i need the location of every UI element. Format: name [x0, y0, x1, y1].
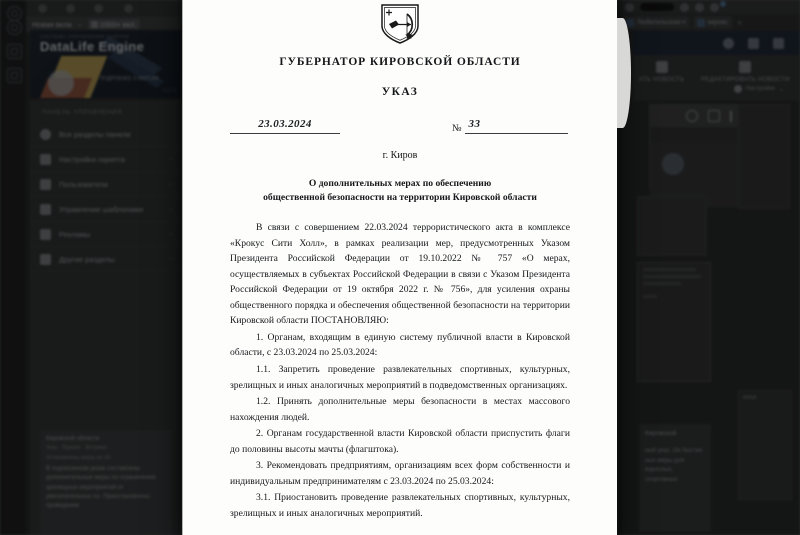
banner-cta[interactable]: ПОДРОБНЕЕ О ВЕРСИИ [100, 76, 159, 82]
document-number: 33 [468, 118, 481, 130]
sidebar-item-label: Настройка скрипта [59, 154, 125, 164]
left-article-lead: Установлены меры по об [46, 455, 111, 461]
tab-count-chip[interactable] [88, 19, 140, 29]
sidebar-item-users[interactable] [30, 172, 182, 197]
browser-sidebar-rail[interactable] [0, 0, 26, 535]
right-article-paragraph: ный указ. Он быстее ных меры для взрослых, спортивных [645, 448, 703, 483]
left-article-paragraph: В подписанном указе составлены дополнительные меры по ограничению зрелищных мероприятий от увеселительных по. Приостановлено проведение [46, 466, 157, 510]
add-news-label: АТЬ НОВОСТЬ [639, 77, 685, 83]
tabs-icon [91, 21, 98, 28]
sidebar-item-script-settings[interactable] [30, 147, 182, 172]
left-article-meta: Указ · Принят · Вступил [46, 445, 107, 451]
admin-quick-actions [633, 55, 800, 101]
edit-news-icon [739, 61, 751, 73]
sidebar-item-ads[interactable] [30, 222, 182, 247]
content-card [637, 196, 707, 256]
layout-icon [40, 204, 51, 215]
chevron-right-icon: › [169, 155, 172, 163]
skeleton-line [643, 282, 681, 285]
document-paragraph: 1. Органам, входящим в единую систему публичной власти в Кировской области, с 23.03.2024 по 25.03.2024: [230, 331, 570, 359]
banner-title: DataLife Engine [40, 39, 145, 54]
chevron-right-icon: › [169, 205, 172, 213]
account-icon[interactable] [710, 3, 719, 12]
right-side-note: ился [743, 395, 757, 401]
document-date-field [230, 114, 340, 134]
downloads-icon[interactable] [695, 3, 704, 12]
wrench-icon [40, 154, 51, 165]
site-favicon [626, 19, 634, 27]
reload-icon[interactable] [680, 3, 689, 12]
banner-version: v.17.2 [162, 88, 176, 94]
left-article-heading: Кировской области [46, 436, 100, 442]
banner-eyebrow: СИСТЕМА УПРАВЛЕНИЯ САЙТОМ [40, 34, 130, 39]
document-paragraph: 1.1. Запретить проведение развлекательных спортивных, культурных, зрелищных и иных аналогичных мероприятий в подведомственных организациях. [230, 364, 570, 391]
document-paragraph: В связи с совершением 22.03.2024 террористического акта в комплексе «Крокус Сити Холл», в рамках реализации мер, предусмотренных Указом Президента Российской Федерации от 19.10.2022 № 757 «О мерах, осуществляемых в субъектах Российской Федерации в связи с Указом Президента Российской Федерации от 19 октября 2022 г. № 756», для усиления охраны общественного порядка и обеспечения общественной безопасности на территории Кировской области ПОСТАНОВЛЯЮ: [230, 222, 570, 327]
sidebar-item-templates[interactable] [30, 197, 182, 222]
right-tab-strip[interactable] [617, 14, 800, 31]
gear-icon [734, 85, 742, 93]
browser-tab[interactable] [622, 16, 690, 29]
sidebar-item-other-sections[interactable] [30, 247, 182, 272]
tab-count-label: 1000+ вкл. [99, 19, 137, 29]
sidebar-item-label: Рекламы [59, 229, 91, 239]
new-tab-label[interactable]: Новая вкла [32, 19, 72, 29]
add-news-button[interactable] [639, 61, 684, 83]
edit-icon[interactable] [748, 38, 759, 49]
document-paragraph: 3.1. Приостановить проведение развлекательных спортивных, культурных, зрелищных и иных аналогичных мероприятий. [230, 492, 570, 519]
document-type: УКАЗ [381, 86, 419, 98]
grid-icon [40, 129, 51, 140]
edit-news-label: РЕДАКТИРОВАТЬ НОВОСТИ [701, 77, 790, 83]
omnibox-pill[interactable] [640, 3, 674, 11]
sidebar-item-label: Все разделы панели [59, 129, 131, 139]
document-city: г. Киров [382, 150, 418, 161]
document-paragraph: 3. Рекомендовать предприятиям, организациям всех форм собственности и индивидуальным предпринимателям с 23.03.2024 по 25.03.2024: [230, 460, 570, 487]
reload-icon[interactable] [94, 4, 103, 13]
browser-tab[interactable] [693, 16, 732, 29]
document-date: 23.03.2024 [258, 118, 312, 130]
chevron-right-icon: › [169, 255, 172, 263]
site-favicon [697, 19, 705, 27]
search-icon[interactable] [686, 110, 698, 122]
right-article-heading: Кировской [645, 430, 677, 437]
tab-title: кировс [707, 19, 729, 26]
issuing-authority: ГУБЕРНАТОР КИРОВСКОЙ ОБЛАСТИ [279, 56, 521, 68]
number-label: № [452, 123, 462, 134]
bookmarks-icon[interactable] [7, 44, 22, 59]
user-icon [40, 179, 51, 190]
new-tab-button[interactable]: + [737, 17, 743, 28]
sidebar-item-label: Управление шаблонами [59, 204, 144, 214]
admin-top-bar[interactable] [633, 31, 800, 55]
skeleton-line [643, 275, 701, 278]
document-number-field [452, 114, 568, 134]
settings-link[interactable] [734, 85, 784, 93]
document-subject [230, 177, 570, 204]
sidebar-item-all-sections[interactable] [30, 122, 182, 147]
chevron-down-icon[interactable]: ⌄ [76, 21, 83, 28]
left-browser-panel [0, 0, 182, 535]
news-draft-card [637, 262, 711, 382]
skeleton-line [643, 295, 657, 298]
editor-side-column [738, 104, 790, 209]
sidebar-item-label: Пользователи [59, 179, 108, 189]
mail-icon[interactable] [773, 38, 784, 49]
datalife-engine-banner [30, 30, 182, 98]
left-tab-strip[interactable] [26, 0, 182, 16]
megaphone-icon [40, 229, 51, 240]
compass-icon[interactable] [7, 20, 22, 35]
kirov-coat-of-arms-icon [378, 4, 422, 44]
sidebar-item-label: Другие разделы [59, 254, 115, 264]
settings-label: Настройки [745, 86, 775, 92]
menu-section-header: ПАНЕЛЬ УПРАВЛЕНИЯ [42, 110, 123, 116]
decree-document-image[interactable] [182, 0, 617, 535]
image-icon[interactable] [708, 110, 720, 122]
right-side-widget [738, 390, 792, 500]
document-paragraph: 2. Органам государственной власти Кировской области приспустить флаги до половины высоты мачты (флагштока). [230, 428, 570, 455]
notification-badge [720, 1, 726, 7]
telegram-icon [662, 153, 684, 175]
document-paragraph: 1.2. Принять дополнительные меры безопасности в местах массового нахождения людей. [230, 396, 570, 423]
link-icon [40, 254, 51, 265]
document-body [230, 220, 570, 521]
subject-line-1: О дополнительных мерах по обеспечению [308, 178, 492, 189]
right-browser-panel [617, 0, 800, 535]
right-article-preview [639, 424, 711, 532]
text-cursor-icon[interactable] [730, 111, 732, 122]
tab-title: Любительская п [637, 19, 686, 26]
document-content [230, 0, 570, 522]
profile-icon[interactable] [7, 6, 22, 21]
home-icon[interactable] [124, 4, 133, 13]
archive-icon[interactable] [7, 68, 22, 83]
forward-icon[interactable] [66, 4, 75, 13]
menu-icon[interactable] [625, 3, 634, 12]
left-article-preview [40, 430, 172, 535]
back-icon[interactable] [38, 4, 47, 13]
edit-news-button[interactable] [701, 61, 790, 83]
subject-line-2: общественной безопасности на территории Кировской области [263, 191, 537, 203]
banner-globe-icon [48, 70, 74, 96]
home-icon[interactable] [723, 38, 734, 49]
add-news-icon [656, 61, 668, 73]
chevron-right-icon: › [169, 230, 172, 238]
chevron-down-icon: ⌄ [778, 86, 784, 93]
chevron-right-icon: › [169, 180, 172, 188]
document-requisites-row [230, 114, 570, 148]
skeleton-line [643, 268, 696, 271]
right-browser-toolbar[interactable] [617, 0, 800, 14]
